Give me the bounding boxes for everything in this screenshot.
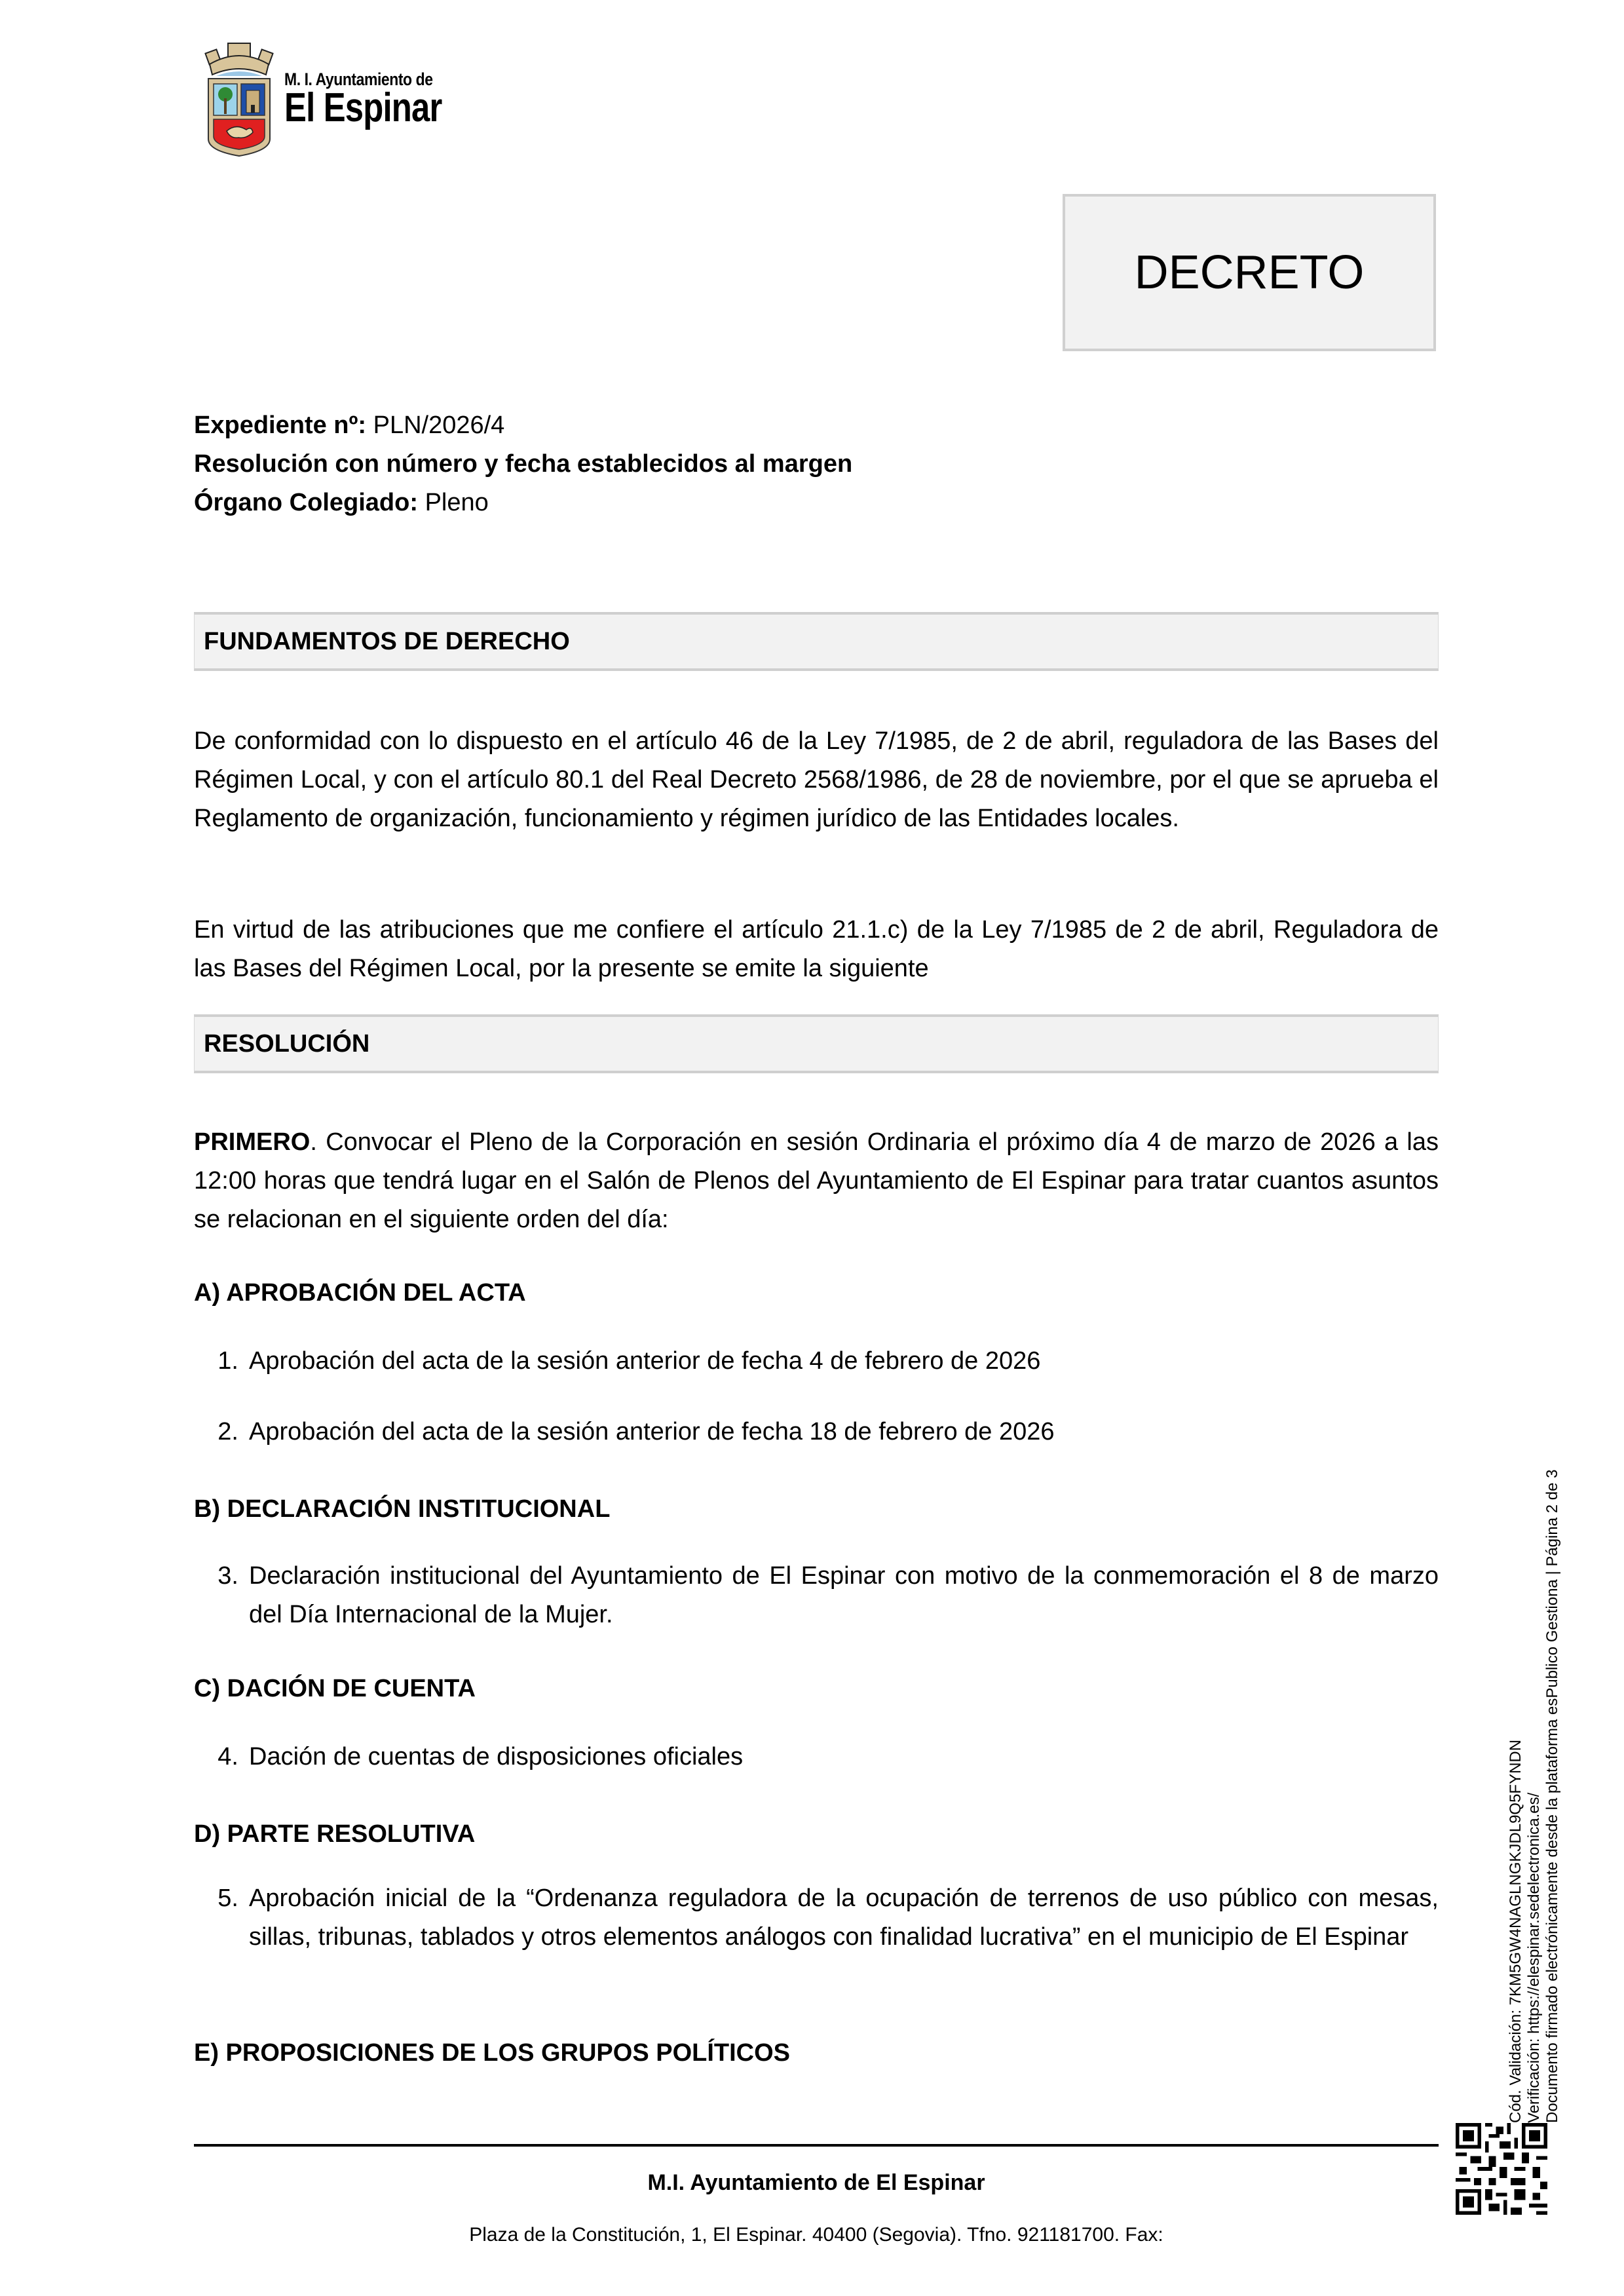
expediente-value: PLN/2026/4	[373, 411, 505, 439]
agenda-item	[194, 1413, 1439, 1451]
agenda-heading-e: E) PROPOSICIONES DE LOS GRUPOS POLÍTICOS	[194, 2039, 791, 2067]
agenda-item-number: 1.	[217, 1347, 238, 1375]
agenda-item	[194, 1879, 1439, 1957]
side-margin-verification	[1507, 1428, 1562, 2123]
document-type-box	[1063, 194, 1436, 351]
logo-subtitle: M. I. Ayuntamiento de	[284, 69, 433, 89]
resolucion-line-text: Resolución con número y fecha establecidos al margen	[194, 450, 853, 478]
agenda-heading-d: D) PARTE RESOLUTIVA	[194, 1820, 476, 1848]
agenda-item-text: Aprobación del acta de la sesión anterior de fecha 18 de febrero de 2026	[249, 1418, 1055, 1445]
footer-title: M.I. Ayuntamiento de El Espinar	[647, 2170, 985, 2195]
agenda-item-number: 4.	[217, 1743, 238, 1770]
agenda-heading-a: A) APROBACIÓN DEL ACTA	[194, 1279, 526, 1307]
primero-label: PRIMERO	[194, 1128, 311, 1156]
agenda-item-number: 2.	[217, 1418, 238, 1445]
organo-value: Pleno	[425, 489, 489, 516]
agenda-heading-c: C) DACIÓN DE CUENTA	[194, 1675, 476, 1702]
expediente-label: Expediente nº:	[194, 411, 367, 439]
logo-title: El Espinar	[284, 85, 442, 130]
agenda-item-text: Aprobación inicial de la “Ordenanza reguladora de la ocupación de terrenos de uso público con mesas, sillas, tribunas, tablados y otros elementos análogos con finalidad lucrativa” en el municipio de El Espinar	[249, 1885, 1439, 1951]
primero-paragraph	[194, 1123, 1439, 1239]
validation-code: Cód. Validación: 7KM5GW4NAGLNGKJDL9Q5FYNDN	[1507, 1739, 1524, 2123]
agenda-item-number: 3.	[217, 1562, 238, 1590]
fundamentos-paragraph-1: De conformidad con lo dispuesto en el artículo 46 de la Ley 7/1985, de 2 de abril, reguladora de las Bases del Régimen Local, y con el artículo 80.1 del Real Decreto 2568/1986, de 28 de noviembre, por el que se aprueba el Reglamento de organización, funcionamiento y régimen jurídico de las Entidades locales.	[194, 727, 1439, 832]
signed-note: Documento firmado electrónicamente desde la plataforma esPublico Gestiona | Página 2 de 3	[1543, 1469, 1561, 2123]
footer-address: Plaza de la Constitución, 1, El Espinar. 40400 (Segovia). Tfno. 921181700. Fax:	[469, 2224, 1163, 2246]
section-header-fundamentos	[194, 612, 1439, 671]
organo-line	[194, 484, 852, 522]
verification-url[interactable]: Verificación: https://elespinar.sedelectronica.es/	[1525, 1792, 1543, 2123]
expediente-line	[194, 406, 852, 445]
agenda-item	[194, 1557, 1439, 1634]
municipality-logo	[203, 41, 445, 159]
fundamentos-paragraph-2: En virtud de las atribuciones que me confiere el artículo 21.1.c) de la Ley 7/1985 de 2 de abril, Reguladora de las Bases del Régimen Local, por la presente se emite la siguiente	[194, 916, 1439, 982]
agenda-item-text: Declaración institucional del Ayuntamiento de El Espinar con motivo de la conmemoración el 8 de marzo del Día Internacional de la Mujer.	[249, 1562, 1439, 1628]
footer-divider	[194, 2144, 1439, 2147]
agenda-item	[194, 1738, 1439, 1776]
section-title: FUNDAMENTOS DE DERECHO	[204, 627, 570, 655]
primero-text: . Convocar el Pleno de la Corporación en sesión Ordinaria el próximo día 4 de marzo de 2026 a las 12:00 horas que tendrá lugar en el Salón de Plenos del Ayuntamiento de El Espinar para tratar cuantos asuntos se relacionan en el siguiente orden del día:	[194, 1128, 1439, 1233]
section-header-resolucion	[194, 1014, 1439, 1073]
document-meta	[194, 406, 852, 522]
agenda-item-text: Dación de cuentas de disposiciones oficiales	[249, 1743, 744, 1770]
agenda-item	[194, 1342, 1439, 1381]
document-type-label: DECRETO	[1134, 246, 1365, 299]
organo-label: Órgano Colegiado:	[194, 489, 418, 516]
agenda-item-text: Aprobación del acta de la sesión anterior de fecha 4 de febrero de 2026	[249, 1347, 1041, 1375]
qr-code-icon	[1456, 2123, 1547, 2215]
resolucion-line	[194, 445, 852, 484]
agenda-item-number: 5.	[217, 1885, 238, 1912]
coat-of-arms-icon	[203, 41, 275, 159]
agenda-heading-b: B) DECLARACIÓN INSTITUCIONAL	[194, 1495, 611, 1523]
section-title: RESOLUCIÓN	[204, 1029, 370, 1058]
